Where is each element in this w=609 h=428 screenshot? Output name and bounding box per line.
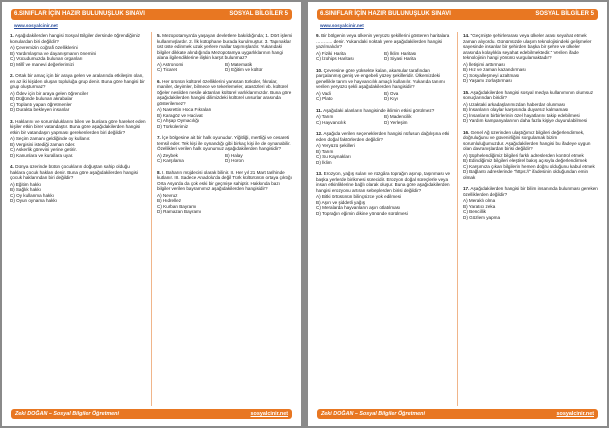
question-text: Genel Ağ üzerinden ulaştığımız bilgileri değerlendirmek, doğruluğunu ve güvenirliğini sorgulamak bizim sorumluluğumuzdur. Aşağıdakilerden hangisi bu ifadeye uygun olan davranışlardan birisi değildir?	[463, 129, 591, 151]
answer-option[interactable]: A) Astronomi	[157, 61, 184, 67]
question-text: Aşağıdakilerden hangisi bir bilim insanında bulunması gereken özelliklerden değildir?	[463, 186, 598, 197]
options	[316, 91, 452, 102]
question-11	[316, 108, 452, 126]
footer-site-link[interactable]: sosyalcinir.net	[556, 411, 594, 417]
options	[316, 194, 452, 216]
answer-option[interactable]: D) Toprağın eğimin dikine yönünde sürülmesi	[316, 210, 408, 216]
answer-option[interactable]: D) Siyasi Harita	[384, 56, 416, 61]
column-1	[10, 33, 146, 210]
question-14	[463, 33, 599, 84]
answer-option[interactable]: B) Karagöz ve Hacivat	[157, 112, 203, 118]
options	[157, 153, 293, 164]
answer-option[interactable]: A) Meraklı olma	[463, 198, 496, 203]
column-1	[316, 33, 452, 222]
options	[157, 193, 293, 215]
answer-option[interactable]: D) Millî ve manevi değerlerimizi	[10, 61, 74, 67]
question-text: Ortak bir amaç için bir araya gelen ve aralarında etkileşim olan, en az iki kişiden oluşan topluluğa grup denir. Buna göre hangisi bir grup oluşturmaz?	[10, 73, 145, 89]
option-row	[157, 67, 293, 73]
question-number: 11.	[316, 107, 323, 113]
answer-option[interactable]: C) İzohips Haritası	[316, 56, 354, 61]
question-text: Aşağıda verilen seçeneklerden hangisi nüfusun dağılışına etki eden doğal faktörlerden değildir?	[316, 131, 450, 142]
answer-option[interactable]: B) Yardımlaşma ve dayanışmanın önemini	[10, 50, 97, 56]
answer-option[interactable]: C) Vücudumuzda bulunan organları	[10, 56, 83, 61]
answer-option[interactable]: B) Yaratıcı zeka	[463, 203, 496, 209]
answer-option[interactable]: D) Yaşamı zorlaştırması	[463, 78, 512, 83]
options	[463, 153, 599, 181]
question-text: Mezopotamya'da yaşayan devletlere bakıldığında; 1. Dört işlemi kullanmışlardır. 2. İlk kütüphane burada kurulmuştur. 3. Tapınaklar üst üste edinmek uzak yerlere mallar taşımışlardır. Yukarıdaki bilgiler dikkate alındığında Mezopotamya uygarlıklarının hangi alana ilgilendiklerine ilişkin karşıt bulunmaz?	[157, 33, 293, 60]
answer-option[interactable]: A) Yeryüzü şekilleri	[316, 143, 355, 148]
option-row	[316, 56, 452, 62]
question-number: 10.	[316, 67, 323, 73]
options	[463, 62, 599, 84]
answer-option[interactable]: B) Sağlık hakkı	[10, 187, 41, 192]
question-text: Aşağıdakilerden hangisi Sosyal Bilgiler dersinde öğrendiğimiz konulardan biri değildir?	[10, 33, 140, 44]
question-text: Her ürünün kültürel özelliklerini yansıtan türküler, fıkralar, maniler, deyimler, bilmece ve tekerlemeler, atasözleri vb. kültürel öğeler nesilden nesile aktarılan kültürel varlıklarımızdır. Buna göre aşağıdakilerden hangisi dilimizdeki kültürel unsurlar arasında gösterilemez?	[157, 78, 292, 106]
footer-author: Zeki DOĞAN – Sosyal Bilgiler Öğretmeni	[15, 411, 119, 417]
answer-option[interactable]: D) İklim	[316, 159, 332, 165]
question-16	[463, 130, 599, 181]
answer-option[interactable]: B) Edindiğimiz bilgileri eleştirel bakış açısıyla değerlendirmek	[463, 158, 588, 163]
question-3	[10, 119, 146, 159]
question-number: 2.	[10, 73, 14, 78]
exam-subject: SOSYAL BİLGİLER 5	[229, 11, 288, 17]
answer-option[interactable]: D) Durakta bekleyen insanlar	[10, 107, 70, 112]
answer-option[interactable]: C) Ahşap Oymacılığı	[157, 118, 200, 123]
options	[316, 51, 452, 62]
answer-option[interactable]: A) Eğitim hakkı	[10, 181, 41, 187]
exam-title: 6.SINIFLAR İÇİN HAZIR BULUNUŞLUK SINAVI	[320, 11, 451, 17]
answer-option[interactable]: B) Tarım	[316, 148, 334, 154]
answer-option[interactable]: A) Nasrettin Hoca Fıkraları	[157, 107, 212, 112]
question-text: I. Baharın müjdecisi olarak bilinir. II. Her yıl 21 Mart tarihinde kutlanır. III. Sadece Anadolu'da değil Türk kültürünün ortaya çıktığı Orta Asya'da da çok eski bir geçmişe sahiptir. Hakkında bazı bilgiler verilen bayramımız aşağıdakilerden hangisidir?	[157, 169, 292, 191]
options	[463, 102, 599, 124]
question-number: 9.	[316, 33, 320, 38]
footer-bar	[317, 409, 598, 419]
options	[10, 136, 146, 158]
question-12	[316, 131, 452, 165]
answer-option[interactable]: D) Ramazan Bayramı	[157, 209, 202, 214]
answer-option[interactable]: D) Kanunlara ve kurallara uyar.	[10, 152, 74, 158]
question-text: Aşağıdaki alanların hangisinde iklimin etkisi görülmez?	[323, 107, 435, 113]
question-1	[10, 33, 146, 67]
options	[10, 182, 146, 204]
column-divider	[457, 32, 458, 406]
answer-option[interactable]: C) Kurban Bayramı	[157, 203, 197, 209]
column-2	[157, 33, 293, 221]
answer-option[interactable]: A) Zeybek	[157, 152, 178, 158]
answer-option[interactable]: B) Hıdrellez	[157, 198, 181, 203]
answer-option[interactable]: D) Yerleşim	[384, 119, 408, 125]
question-text: Dünya üzerinde bütün çocukların doğuştan sahip olduğu haklara çocuk hakları denir. Buna göre aşağıdakilerden hangisi çocuk haklarından biri değildir?	[10, 164, 138, 180]
answer-option[interactable]: C) Bencillik	[463, 209, 486, 214]
answer-option[interactable]: D) Oyun oynama hakkı	[10, 198, 57, 203]
options	[316, 114, 452, 125]
answer-option[interactable]: C) Ticaret	[157, 67, 177, 72]
options	[463, 198, 599, 220]
page-right	[308, 2, 607, 426]
options	[157, 107, 293, 129]
answer-option[interactable]: A) Nevruz	[157, 192, 178, 198]
question-number: 3.	[10, 118, 14, 124]
footer-site-link[interactable]: sosyalcinir.net	[250, 411, 288, 417]
question-8	[157, 170, 293, 215]
question-number: 5.	[157, 33, 161, 38]
answer-option[interactable]: B) Halay	[225, 152, 243, 158]
column-divider	[151, 32, 152, 406]
column-2	[463, 33, 599, 226]
answer-option[interactable]: A) Seçim zamanı geldiğinde oy kullanır.	[10, 136, 91, 141]
exam-title: 6.SINIFLAR İÇİN HAZIR BULUNUŞLUK SINAVI	[14, 11, 145, 17]
answer-option[interactable]: C) Toplantı yapan öğretmenler	[10, 101, 72, 107]
answer-option[interactable]: C) Hayvancılık	[316, 119, 346, 125]
header-bar	[11, 9, 292, 20]
site-link[interactable]: www.sosyalcinir.net	[320, 23, 364, 28]
footer-author: Zeki DOĞAN – Sosyal Bilgiler Öğretmeni	[321, 411, 425, 417]
answer-option[interactable]: B) Vergisini istediği zaman öder.	[10, 141, 76, 147]
question-4	[10, 164, 146, 204]
answer-option[interactable]: D) Kıyı	[384, 96, 399, 101]
question-text: "Geçmişte şehirlerarası veya ülkeler arası seyahat etmek zaman alıyordu. Günümüzde ulaşım teknolojisindeki gelişmeler sayesinde insanlar bir şehirden başka bir şehre ve ülkeler arasında kolaylıkla seyahat edebilmektedir." Verilen ifade teknolojinin hangi yönünü vurgulamaktadır?	[463, 33, 592, 60]
answer-option[interactable]: C) Oy kullanma hakkı	[10, 192, 54, 198]
answer-option[interactable]: A) Çevremizin coğrafi özelliklerini	[10, 45, 78, 50]
answer-option[interactable]: D) Gözlem yapma	[463, 214, 501, 220]
answer-option[interactable]: A) Uzaktaki arkadaşlarımızdan haberdar olunması	[463, 101, 566, 107]
answer-option[interactable]: B) İnsanların olaylar karşısında duyarsız kalmaması	[463, 107, 569, 112]
exam-subject: SOSYAL BİLGİLER 5	[535, 11, 594, 17]
question-number: 13.	[316, 171, 323, 176]
answer-option[interactable]: C) Su Kaynakları	[316, 154, 351, 159]
options	[316, 143, 452, 165]
answer-option[interactable]: A) Şüphelendiğimiz bilgileri farklı adreslerden kontrol etmek	[463, 152, 584, 158]
question-number: 7.	[157, 135, 161, 140]
question-7	[157, 135, 293, 164]
answer-option[interactable]: C) Plato	[316, 96, 333, 101]
answer-option[interactable]: A) Ödev için bir araya gelen öğrenciler	[10, 90, 89, 96]
question-text: Bir bölgenin veya ülkenin yeryüzü şekillerini gösteren haritalara ……….. denir. Yukarıdaki noktalı yere aşağıdakilerden hangisi yazılmalıdır?	[316, 33, 450, 49]
header-bar	[317, 9, 598, 20]
question-text: Erozyon, yağış suları ve rüzgâra toprağın aşınıp, taşınması ve başka yerlerde birikmesi sürecidir. Erozyon doğal süreçlerle veya insan etkinliklerine bağlı olarak oluşur. Buna göre aşağıdakilerden hangisi erozyonu artıran sebeplerden birisi değildir?	[316, 171, 451, 193]
question-number: 12.	[316, 131, 323, 136]
answer-option[interactable]: B) Ova	[384, 90, 399, 96]
answer-option[interactable]: C) İnsanların birbirlerinin özel hayatlarını takip edebilmesi	[463, 112, 580, 118]
question-number: 8.	[157, 169, 161, 175]
answer-option[interactable]: B) Düğünde bulunan akrabalar	[10, 96, 73, 101]
options	[10, 45, 146, 67]
question-15	[463, 90, 599, 124]
option-row	[316, 120, 452, 126]
question-number: 4.	[10, 164, 14, 169]
answer-option[interactable]: D) Bağlantı adreslerinde "https://" ifadesinin olduğundan emin olmak	[463, 169, 589, 180]
question-2	[10, 73, 146, 113]
option-row	[157, 158, 293, 164]
question-number: 1.	[10, 33, 14, 38]
answer-option[interactable]: B) Matematik	[225, 61, 253, 67]
answer-option[interactable]: D) Eğitim ve kültür	[225, 67, 263, 72]
answer-option[interactable]: D) Türkülerimiz	[157, 123, 189, 129]
question-9	[316, 33, 452, 62]
question-number: 14.	[463, 33, 470, 38]
question-number: 16.	[463, 129, 470, 135]
question-text: Çevresine göre yüksekte kalan, akarsular tarafından parçalanmış geniş ve engebeli yüzey şekilleridir. Ülkemizdeki genellikle tarım ve hayvancılık amaçlı kullanılır. Yukarıda tanımı verilen yeryüzü şekli aşağıdakilerden hangisidir?	[316, 67, 445, 89]
answer-option[interactable]: B) İklim Haritası	[384, 50, 417, 56]
answer-option[interactable]: A) Fiziki Harita	[316, 50, 346, 56]
answer-option[interactable]: D) Yardım kampanyalarının daha fazla kişiye duyurulabilmesi	[463, 118, 588, 123]
page-left	[2, 2, 301, 426]
question-10	[316, 68, 452, 102]
answer-option[interactable]: A) Vadi	[316, 90, 331, 96]
answer-option[interactable]: A) İletişimi arttırması	[463, 61, 505, 67]
answer-option[interactable]: C) Meralarda hayvanların aşırı otlatılması	[316, 205, 401, 210]
question-number: 6.	[157, 78, 161, 84]
question-text: Haklarını ve sorumluluklarını bilen ve bunlara göre hareket eden kişiler etkin birer vatandaştır. Buna göre aşağıdakilerden hangisi etkin bir vatandaşın yapması gerekenlerden biri değildir?	[10, 118, 146, 135]
options	[10, 91, 146, 113]
answer-option[interactable]: A) Bitki örtüsünün bilinçsizce yok edilmesi	[316, 194, 402, 199]
answer-option[interactable]: C) Karşılama	[157, 158, 184, 163]
answer-option[interactable]: C) Karşımıza çıkan bilgilerin hemen doğru olduğunu kabul etmek	[463, 163, 595, 169]
options	[157, 62, 293, 73]
site-link[interactable]: www.sosyalcinir.net	[14, 23, 58, 28]
option-row	[316, 96, 452, 102]
answer-option[interactable]: D) Horon	[225, 158, 244, 163]
answer-option[interactable]: C) Sosyalleşmeyi azaltması	[463, 72, 520, 78]
answer-option[interactable]: B) Hız ve zaman kazandırması	[463, 67, 526, 72]
question-text: Aşağıdakilerden hangisi sosyal medya kullanımının olumsuz sonuçlarından biridir?	[463, 89, 593, 100]
answer-option[interactable]: C) Askerlik görevini yerine getirir.	[10, 147, 77, 152]
question-17	[463, 186, 599, 220]
question-6	[157, 79, 293, 130]
question-5	[157, 33, 293, 73]
question-text: İçe bölgesine ait bir halk oyunudur. Yiğitliği, mertliği ve cesareti temsil eder. Tek kişi ile oynandığı gibi birkaç kişi ile de oynanabilir. Özellikleri verilen halk oyunumuz aşağıdakilerden hangisidir?	[157, 135, 291, 151]
question-13	[316, 171, 452, 216]
footer-bar	[11, 409, 292, 419]
question-number: 15.	[463, 89, 470, 95]
answer-option[interactable]: A) Tarım	[316, 114, 334, 119]
answer-option[interactable]: B) Madencilik	[384, 114, 412, 119]
answer-option[interactable]: B) Aşırı ve şiddetli yağış	[316, 199, 366, 205]
question-number: 17.	[463, 186, 470, 191]
